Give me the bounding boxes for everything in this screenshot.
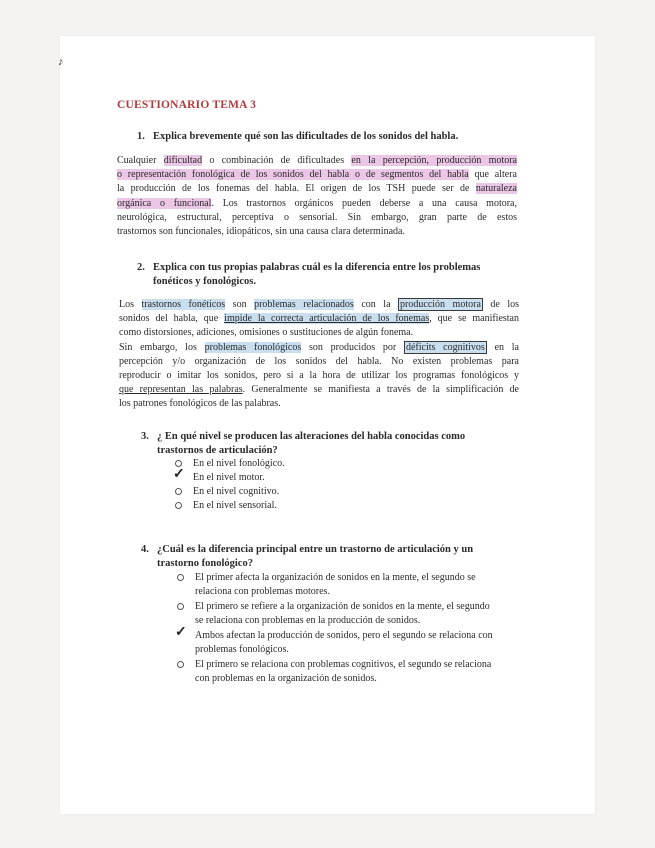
text-run: Los xyxy=(119,299,142,310)
text-line: neurológica, estructural, perceptiva o sensorial. Sin embargo, gran parte de estos xyxy=(117,211,517,223)
question-text: Explica brevemente qué son las dificultades de los sonidos del habla. xyxy=(153,131,459,142)
question-3 xyxy=(141,430,521,458)
question-number: 2. xyxy=(137,262,145,273)
highlight: o representación fonológica de los sonidos del habla o de segmentos del habla xyxy=(117,169,469,181)
text-line: los patrones fonológicos de las palabras. xyxy=(119,398,281,410)
text-line: trastornos son funcionales, idiopáticos, sin una causa clara determinada. xyxy=(117,226,405,238)
text-run: de los xyxy=(482,299,520,310)
option-item[interactable] xyxy=(175,600,523,628)
document-page xyxy=(60,36,595,814)
boxed-highlight: producción motora xyxy=(400,299,481,310)
question-text: ¿Cuál es la diferencia principal entre un trastorno de articulación y un xyxy=(157,544,474,555)
circle-bullet-icon xyxy=(175,460,182,467)
question-text: trastorno fonológico? xyxy=(157,558,253,569)
text-run: , que se manifiestan xyxy=(429,313,519,325)
option-text: con problemas en la organización de sonidos. xyxy=(195,673,377,684)
question-text: Explica con tus propias palabras cuál es la diferencia entre los problemas xyxy=(153,262,481,273)
option-text: En el nivel sensorial. xyxy=(193,500,277,511)
text-run: . Los trastornos orgánicos pueden deberse a una causa motora, xyxy=(211,197,517,209)
answer-2 xyxy=(119,298,519,412)
option-text: se relaciona con problemas en la producción de sonidos. xyxy=(195,615,421,626)
text-line: reproducir o imitar los sonidos, pero si a la hora de utilizar los programas fonológicos y xyxy=(119,370,519,382)
option-text: problemas fonológicos. xyxy=(195,644,289,655)
question-text: ¿ En qué nivel se producen las alteraciones del habla conocidas como xyxy=(157,431,466,442)
text-run: sonidos del habla, que xyxy=(119,313,225,325)
option-text: En el nivel cognitivo. xyxy=(193,486,280,497)
highlight: impide la correcta articulación de los fonemas xyxy=(224,313,430,325)
text-line: percepción y/o organización de los sonidos del habla. No existen problemas para xyxy=(119,355,519,367)
text-run: Cualquier xyxy=(117,155,164,166)
question-number: 3. xyxy=(141,431,149,442)
text-run: o combinación de dificultades xyxy=(202,155,352,166)
question-number: 4. xyxy=(141,544,149,555)
circle-bullet-icon xyxy=(175,488,182,495)
option-item[interactable] xyxy=(175,571,523,599)
question-number: 1. xyxy=(137,131,145,142)
highlight: en la percepción, producción motora xyxy=(351,155,517,166)
margin-mark: ♪ xyxy=(58,56,64,68)
q3-options xyxy=(173,457,285,513)
option-item[interactable] xyxy=(173,499,285,513)
text-run: que altera xyxy=(468,169,517,181)
boxed-highlight: déficits cognitivos xyxy=(405,341,485,353)
question-text: trastornos de articulación? xyxy=(157,445,278,456)
highlight: trastornos fonéticos xyxy=(141,299,226,310)
option-text: En el nivel motor. xyxy=(193,472,265,483)
option-text: El primero se relaciona con problemas cognitivos, el segundo se relaciona xyxy=(195,659,492,670)
underlined-text: que representan las palabras xyxy=(119,384,243,396)
question-text: fonéticos y fonológicos. xyxy=(153,276,256,287)
question-2 xyxy=(137,261,517,289)
text-run: Sin embargo, los xyxy=(119,341,205,353)
circle-bullet-icon xyxy=(177,574,184,581)
option-item[interactable] xyxy=(173,485,285,499)
highlight: orgánica o funcional xyxy=(117,197,212,209)
question-1 xyxy=(137,130,458,144)
q4-options xyxy=(175,571,523,686)
circle-bullet-icon xyxy=(177,603,184,610)
page-title: CUESTIONARIO TEMA 3 xyxy=(117,99,257,111)
option-item-selected[interactable] xyxy=(175,625,523,657)
option-text: En el nivel fonológico. xyxy=(193,458,285,469)
question-4 xyxy=(141,543,521,571)
circle-bullet-icon xyxy=(175,502,182,509)
text-run: la producción de los fonemas del habla. El origen de los TSH puede ser de xyxy=(117,183,476,195)
highlight: naturaleza xyxy=(475,183,517,195)
answer-1 xyxy=(117,154,517,239)
highlight: problemas fonológicos xyxy=(204,341,302,353)
checkmark-icon: ✓ xyxy=(175,625,187,640)
text-run: son xyxy=(225,299,255,310)
text-line: como distorsiones, adiciones, omisiones o sustituciones de algún fonema. xyxy=(119,327,414,339)
highlight: problemas relacionados xyxy=(254,299,354,310)
option-text: El primer afecta la organización de sonidos en la mente, el segundo se xyxy=(195,572,476,583)
option-item-selected[interactable] xyxy=(173,467,285,485)
text-run: con la xyxy=(353,299,399,310)
checkmark-icon: ✓ xyxy=(173,467,185,482)
option-text: relaciona con problemas motores. xyxy=(195,586,330,597)
text-run: en la xyxy=(486,341,519,353)
text-run: son producidos por xyxy=(301,341,404,353)
text-run: . Generalmente se manifiesta a través de la simplificación de xyxy=(242,384,519,396)
option-item[interactable] xyxy=(175,658,523,686)
circle-bullet-icon xyxy=(177,661,184,668)
option-text: El primero se refiere a la organización de sonidos en la mente, el segundo xyxy=(195,601,490,612)
option-item[interactable] xyxy=(173,457,285,471)
highlight: dificultad xyxy=(163,155,203,166)
option-text: Ambos afectan la producción de sonidos, pero el segundo se relaciona con xyxy=(195,630,493,641)
